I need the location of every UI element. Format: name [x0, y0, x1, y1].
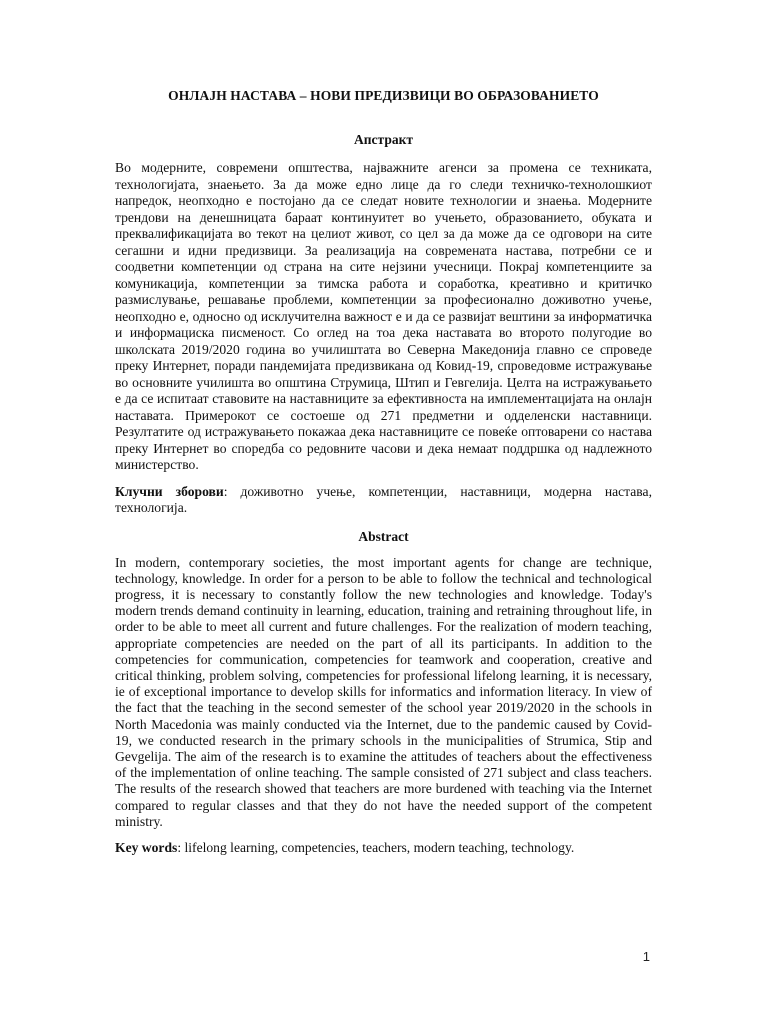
keywords-en-text: : lifelong learning, competencies, teachers, modern teaching, technology. — [177, 839, 575, 855]
document-title: ОНЛАЈН НАСТАВА – НОВИ ПРЕДИЗВИЦИ ВО ОБРАЗОВАНИЕТО — [168, 88, 599, 103]
abstract-en-heading: Abstract — [358, 528, 409, 544]
abstract-en-body: In modern, contemporary societies, the most important agents for change are technique, technology, knowledge. In order for a person to be able to follow the technical and technological progress, it is necessary to constantly follow the new technologies and knowledge. Today's modern trends demand continuity in learning, education, training and retraining throughout life, in order to be able to meet all current and future challenges. For the realization of modern teaching, appropriate competencies are needed on the part of all its participants. In addition to the competencies for communication, competencies for teamwork and cooperation, creative and critical thinking, problem solving, competencies for professional lifelong learning, it is necessary, ie of exceptional importance to develop skills for informatics and information literacy. In view of the fact that the teaching in the second semester of the school year 2019/2020 in the schools in North Macedonia was mainly conducted via the Internet, due to the pandemic caused by Covid-19, we conducted research in the primary schools in the municipalities of Strumica, Stip and Gevgelija. The aim of the research is to examine the attitudes of teachers about the effectiveness of the implementation of online teaching. The sample consisted of 271 subject and class teachers. The results of the research showed that teachers are more burdened with teaching via the Internet compared to regular classes and that they do not have the needed support of the competent ministry. — [115, 554, 652, 829]
keywords-en — [115, 840, 652, 857]
page-number: 1 — [642, 949, 650, 964]
keywords-en-label: Key words — [115, 839, 178, 855]
page-content — [115, 88, 652, 856]
abstract-mk-heading: Апстракт — [354, 132, 413, 147]
keywords-mk-label: Клучни зборови — [115, 483, 224, 499]
keywords-mk-text: : доживотно учење, компетенции, наставници, модерна настава, технологија. — [115, 483, 652, 515]
abstract-mk-body: Во модерните, современи општества, најважните агенси за промена се техниката, технологијата, знаењето. За да може едно лице да го следи техничко-технолошкиот напредок, неопходно е постојано да се следат новите технологии и знаења. Модерните трендови на денешницата бараат континуитет во учењето, образованието, обуката и преквалификацијата во текот на целиот живот, со цел за да може да се одговори на сите сегашни и идни предизвици. За реализација на современата настава, потребни се и соодветни компетенции од страна на сите нејзини учесници. Покрај компетенциите за комуникација, компетенции за тимска работа и соработка, креативно и критичко размислување, решавање проблеми, компетенции за професионално доживотно учење, неопходно е, односно од исклучителна важност е и да се развијат вештини за информатичка и информациска писменост. Со оглед на тоа дека наставата во второто полугодие во школската 2019/2020 година во училиштата во Северна Македонија главно се спроведе преку Интернет, поради пандемијата предизвикана од Ковид-19, спроведовме истражување во основните училишта во општина Струмица, Штип и Гевгелија. Целта на истражувањето е да се испитаат ставовите на наставниците за ефективноста на имплементацијата на онлајн наставата. Примерокот се состоеше од 271 предметни и одделенски наставници. Резултатите од истражувањето покажаа дека наставниците се повеќе оптоварени со настава преку Интернет во споредба со редовните часови и дека немаат поддршка од надлежното министерство. — [115, 160, 652, 472]
keywords-mk — [115, 484, 652, 517]
